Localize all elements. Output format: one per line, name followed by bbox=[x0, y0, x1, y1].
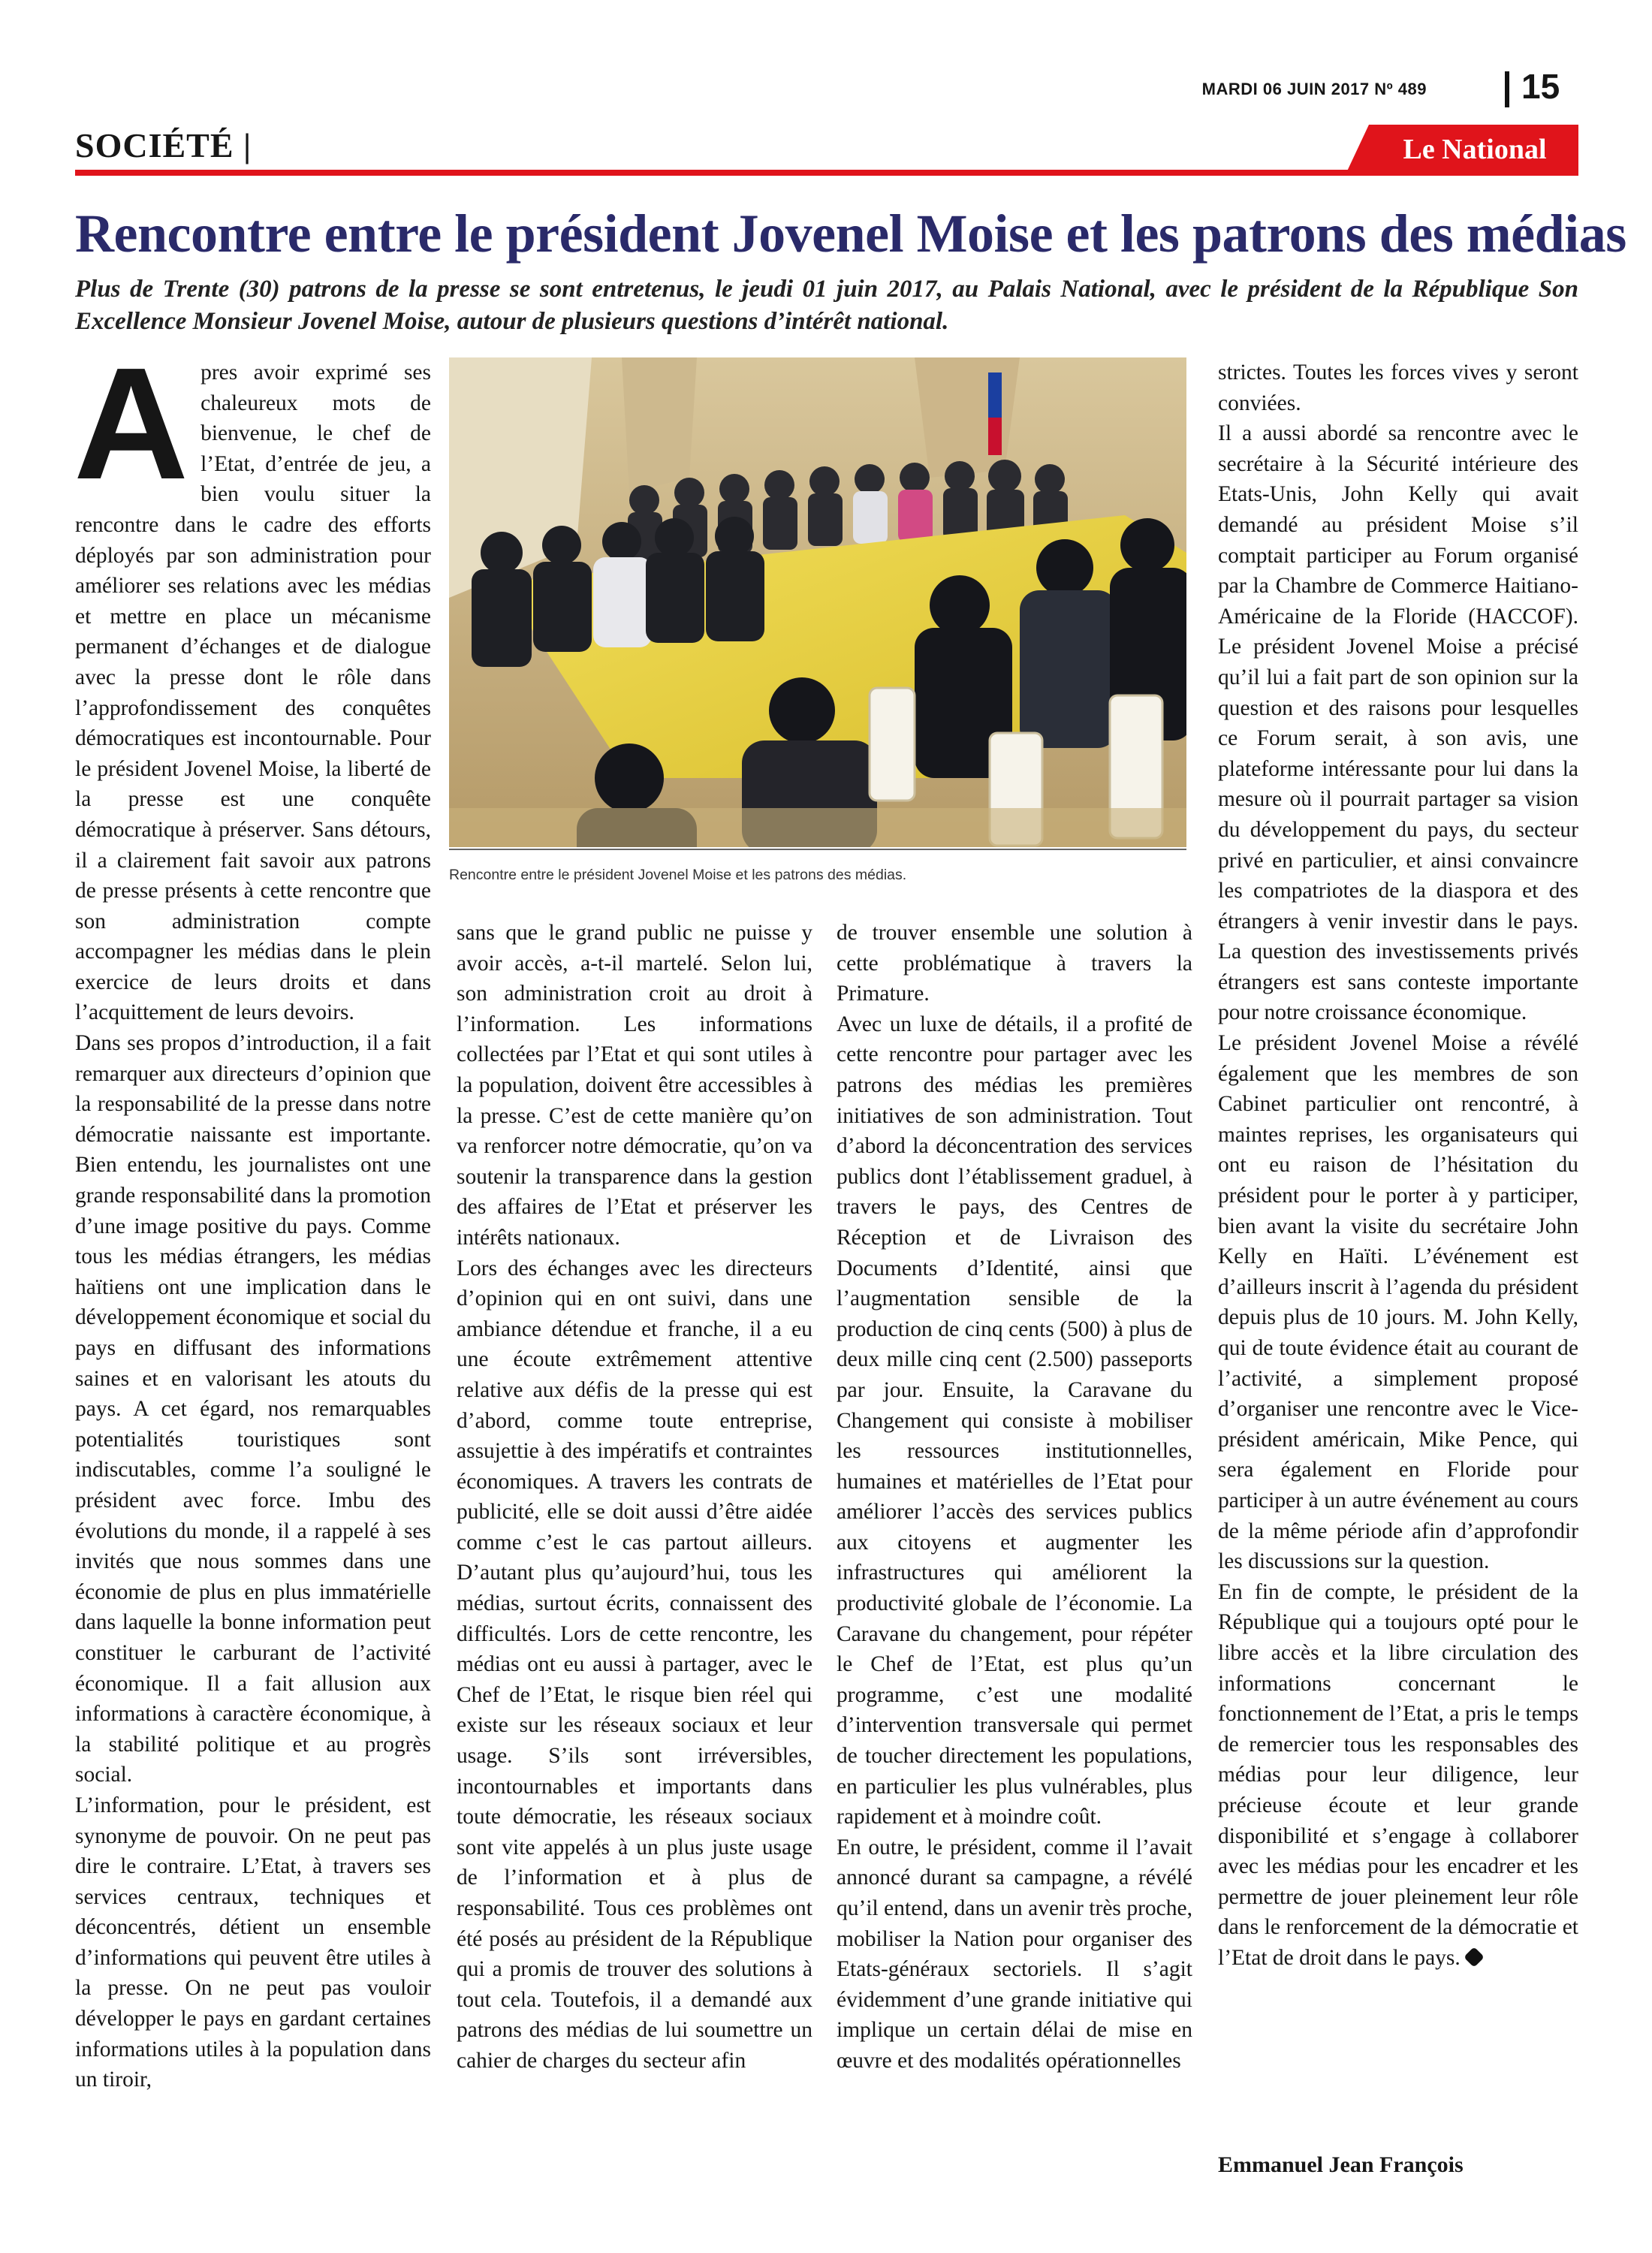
byline: Emmanuel Jean François bbox=[1218, 2152, 1464, 2177]
paragraph: strictes. Toutes les forces vives y seront conviées. bbox=[1218, 360, 1578, 415]
paragraph: Il a aussi abordé sa rencontre avec le secrétaire à la Sécurité intérieure des Etats-Unis, John Kelly qui avait demandé au président Moise s’il comptait participer au Forum organisé par la Chambre de Commerce Haitiano-Américaine de la Floride (HACCOF). Le président Jovenel Moise a précisé qu’il lui a fait part de son opinion sur la question et des raisons pour lesquelles ce Forum serait, à son avis, une plateforme intéressante pour lui dans la mesure où il pourrait partager sa vision du développement du pays, du secteur privé en particulier, et ainsi convaincre les compatriotes de la diaspora et des étrangers à venir investir dans le pays. La question des investissements privés étrangers est sans conteste importante pour notre croissance économique. bbox=[1218, 421, 1578, 1025]
article-column-2 bbox=[457, 918, 812, 2077]
paragraph: En outre, le président, comme il l’avait annoncé durant sa campagne, a révélé qu’il entend, dans un avenir très proche, mobiliser la Nation pour organiser des Etats-généraux sectoriels. Il s’agit évidemment d’une grande initiative qui implique un certain délai de mise en œuvre et des modalités opérationnelles bbox=[837, 1835, 1192, 2073]
article-column-4 bbox=[1218, 357, 1578, 1973]
paragraph: de trouver ensemble une solution à cette problématique à travers la Primature. bbox=[837, 921, 1192, 1006]
paragraph: sans que le grand public ne puisse y avoir accès, a-t-il martelé. Selon lui, son administration croit au droit à l’information. Les informations collectées par l’Etat et qui sont utiles à la population, doivent être accessibles à la presse. C’est de cette manière qu’on va renforcer notre démocratie, qu’on va soutenir la transparence dans la gestion des affaires de l’Etat et préserver les intérêts nationaux. bbox=[457, 921, 812, 1250]
header-divider bbox=[1505, 71, 1509, 107]
end-mark-icon bbox=[1464, 1947, 1485, 1968]
page-number: 15 bbox=[1521, 67, 1560, 106]
paragraph: L’information, pour le président, est synonyme de pouvoir. On ne peut pas dire le contraire. L’Etat, à travers ses services centraux, techniques et déconcentrés, détient un ensemble d’informations qui peuvent être utiles à la presse. On ne peut pas vouloir développer le pays en gardant certaines informations utiles à la population dans un tiroir, bbox=[75, 1793, 431, 2092]
paragraph: Lors des échanges avec les directeurs d’opinion qui en ont suivi, dans une ambiance détendue et franche, il a eu une écoute extrêmement attentive relative aux défis de la presse qui est d’abord, comme toute entreprise, assujettie à des impératifs et contraintes économiques. A travers les contrats de publicité, elle se doit aussi d’être aidée comme c’est le cas partout ailleurs. D’autant plus qu’aujourd’hui, tous les médias, surtout écrits, connaissent des difficultés. Lors de cette rencontre, les médias ont eu aussi à partager, avec le Chef de l’Etat, le risque bien réel qui existe sur les réseaux sociaux et leur usage. S’ils sont irréversibles, incontournables et importants dans toute démocratie, les réseaux sociaux sont vite appelés à un plus juste usage de l’information et à plus de responsabilité. Tous ces problèmes ont été posés au président de la République qui a promis de trouver des solutions à tout cela. Toutefois, il a demandé aux patrons des médias de lui soumettre un cahier de charges du secteur afin bbox=[457, 1256, 812, 2073]
drop-cap: A bbox=[74, 334, 189, 512]
meeting-photo bbox=[449, 357, 1186, 847]
photo-caption: Rencontre entre le président Jovenel Moise et les patrons des médias. bbox=[449, 867, 907, 883]
section-label: SOCIÉTÉ | bbox=[75, 126, 252, 164]
article-column-3 bbox=[837, 918, 1192, 2077]
paragraph bbox=[1218, 1577, 1578, 1974]
caption-rule bbox=[449, 849, 1186, 850]
paragraph: pres avoir exprimé ses chaleureux mots de bienvenue, le chef de l’Etat, d’entrée de jeu, a bien voulu situer la rencontre dans le cadre des efforts déployés par son administration pour améliorer ses relations avec les médias et mettre en place un mécanisme permanent d’échanges et de dialogue avec la presse dont le rôle dans l’approfondissement des conquêtes démocratiques est incontournable. Pour le président Jovenel Moise, la liberté de la presse est une conquête démocratique à préserver. Sans détours, il a clairement fait savoir aux patrons de presse présents à cette rencontre que son administration compte accompagner les médias dans le plein exercice de leurs droits et dans l’acquittement de leurs devoirs. bbox=[75, 360, 431, 1025]
paragraph-text: En fin de compte, le président de la République qui a toujours opté pour le libre accès et la libre circulation des informations concernant le fonctionnement de l’Etat, a pris le temps de remercier tous les responsables des médias pour leur diligence, leur précieuse écoute et leur grande disponibilité et s’engage à collaborer avec les médias pour les encadrer et les permettre de jouer pleinement leur rôle dans le renforcement de la démocratie et l’Etat de droit dans le pays. bbox=[1218, 1579, 1578, 1970]
article-lede: Plus de Trente (30) patrons de la presse se sont entretenus, le jeudi 01 juin 2017, au Palais National, avec le président de la République Son Excellence Monsieur Jovenel Moise, autour de plusieurs questions d’intérêt national. bbox=[75, 276, 1578, 335]
paragraph: Le président Jovenel Moise a révélé également que les membres de son Cabinet particulier ont rencontré, à maintes reprises, les organisateurs qui ont eu raison de l’hésitation du président pour le porter à y participer, bien avant la visite du secrétaire John Kelly en Haïti. L’événement est d’ailleurs inscrit à l’agenda du président depuis plus de 10 jours. M. John Kelly, qui de toute évidence était au courant de l’activité, a simplement proposé d’organiser une rencontre avec le Vice-président américain, Mike Pence, qui sera également en Floride pour participer à un autre événement au cours de la même période afin d’approfondir les discussions sur la question. bbox=[1218, 1031, 1578, 1574]
paragraph: Dans ses propos d’introduction, il a fait remarquer aux directeurs d’opinion que la responsabilité de la presse dans notre démocratie naissante est importante. Bien entendu, les journalistes ont une grande responsabilité dans la promotion d’une image positive du pays. Comme tous les médias étrangers, les médias haïtiens ont une implication dans le développement économique et social du pays en diffusant des informations saines et en valorisant les atouts du pays. A cet égard, nos remarquables potentialités touristiques sont indiscutables, comme l’a souligné le président avec force. Imbu des évolutions du monde, il a rappelé à ses invités que nous sommes dans une économie de plus en plus immatérielle dans laquelle la bonne information peut constituer le carburant de l’activité économique. Il a fait allusion aux informations à caractère économique, à la stabilité politique et au progrès social. bbox=[75, 1031, 431, 1787]
issue-date: MARDI 06 JUIN 2017 Nº 489 bbox=[1201, 80, 1427, 98]
publication-name: Le National bbox=[1403, 134, 1547, 165]
paragraph: Avec un luxe de détails, il a profité de cette rencontre pour partager avec les patrons des médias les premières initiatives de son administration. Tout d’abord la déconcentration des services publics dont l’établissement graduel, à travers le pays, des Centres de Réception et de Livraison des Documents d’Identité, ainsi que l’augmentation sensible de la production de cinq cents (500) à plus de deux mille cinq cent (2.500) passeports par jour. Ensuite, la Caravane du Changement qui consiste à mobiliser les ressources institutionnelles, humaines et matérielles de l’Etat pour améliorer l’accès des services publics aux citoyens et augmenter les infrastructures qui améliorent la productivité globale de l’économie. La Caravane du changement, pour répéter le Chef de l’Etat, est plus qu’un programme, c’est une modalité d’intervention transversale qui permet de toucher directement les populations, en particulier les plus vulnérables, plus rapidement et à moindre coût. bbox=[837, 1012, 1192, 1829]
article-column-1 bbox=[74, 334, 431, 2095]
article-title: Rencontre entre le président Jovenel Moise et les patrons des médias bbox=[75, 204, 1626, 264]
